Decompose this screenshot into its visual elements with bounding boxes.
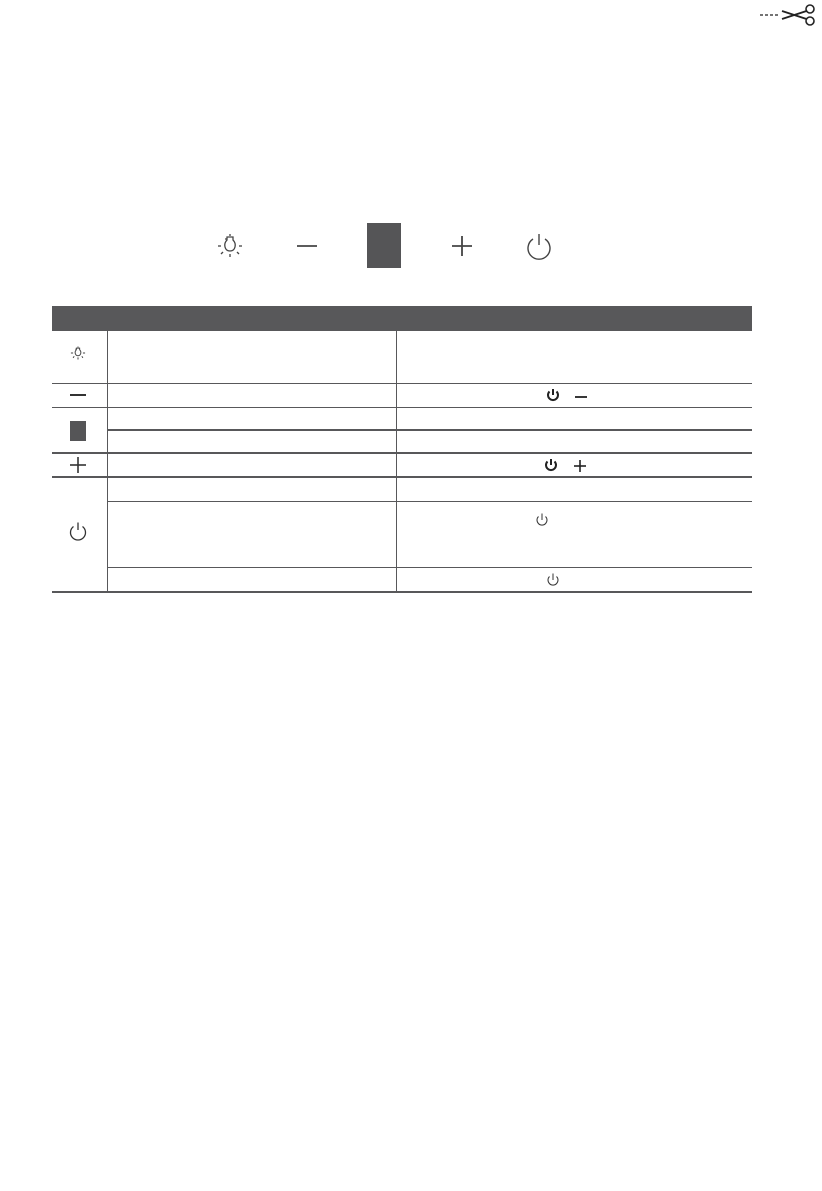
power-icon bbox=[534, 512, 550, 528]
light-icon[interactable] bbox=[208, 224, 252, 268]
row-divider bbox=[52, 407, 752, 408]
light-icon bbox=[66, 341, 90, 365]
row-divider bbox=[52, 591, 752, 593]
minus-icon bbox=[574, 387, 588, 403]
power-icon bbox=[543, 457, 559, 473]
power-icon bbox=[545, 387, 561, 403]
row-divider bbox=[107, 429, 752, 431]
row-divider bbox=[52, 452, 752, 454]
column-divider bbox=[396, 331, 397, 591]
display-icon bbox=[70, 421, 86, 441]
column-divider bbox=[107, 331, 108, 591]
plus-icon[interactable] bbox=[440, 224, 484, 268]
plus-icon bbox=[573, 457, 587, 473]
row-divider bbox=[107, 567, 752, 568]
scissors-icon bbox=[760, 4, 818, 26]
display-panel bbox=[367, 223, 401, 268]
power-icon[interactable] bbox=[517, 224, 561, 268]
minus-icon bbox=[66, 385, 90, 405]
row-divider bbox=[52, 383, 752, 384]
power-icon bbox=[545, 572, 561, 588]
power-icon bbox=[66, 520, 90, 544]
table-header bbox=[52, 306, 752, 331]
row-divider bbox=[52, 476, 752, 478]
minus-icon[interactable] bbox=[285, 224, 329, 268]
row-divider bbox=[107, 501, 752, 502]
plus-icon bbox=[66, 455, 90, 475]
